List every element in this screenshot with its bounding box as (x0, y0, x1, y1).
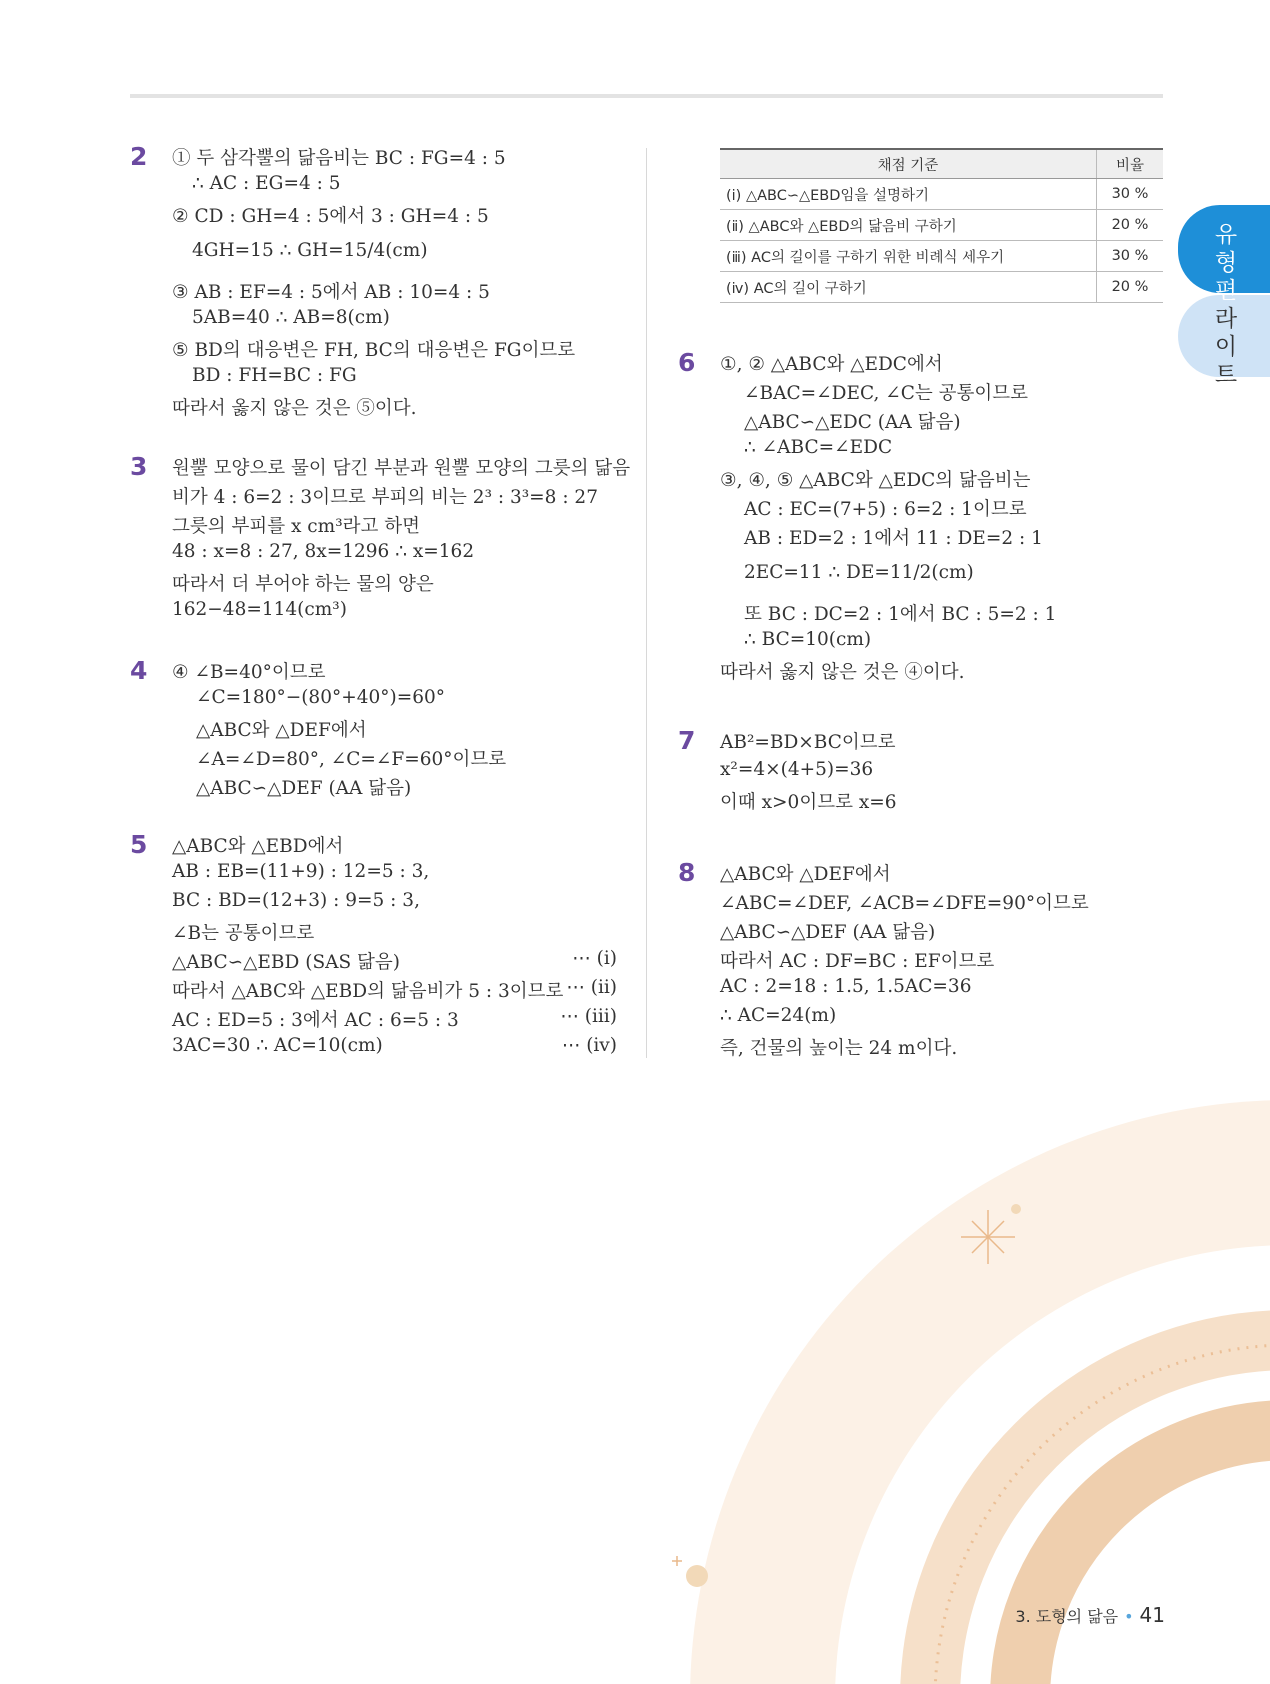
table-row (720, 179, 1163, 210)
solution-line: AB : ED=2 : 1에서 11 : DE=2 : 1 (744, 528, 1043, 549)
table-cell: 30 % (1097, 179, 1164, 210)
solution-line: ③ AB : EF=4 : 5에서 AB : 10=4 : 5 (172, 282, 490, 303)
solution-line: 따라서 더 부어야 하는 물의 양은 (172, 574, 434, 595)
dot-separator-icon: • (1124, 1607, 1134, 1626)
solution-line: ∠A=∠D=80°, ∠C=∠F=60°이므로 (196, 749, 507, 770)
solution-line: ∠BAC=∠DEC, ∠C는 공통이므로 (744, 383, 1028, 404)
solution-line: △ABC∽△DEF (AA 닮음) (720, 922, 936, 943)
solution-line: 따라서 △ABC와 △EBD의 닮음비가 5 : 3이므로 (172, 981, 564, 1002)
side-tab-type-label: 유형편 (1214, 222, 1238, 304)
solution-line: 162−48=114(cm³) (172, 599, 347, 620)
table-row (720, 241, 1163, 272)
scoring-table (720, 148, 1163, 303)
solution-line: 원뿔 모양으로 물이 담긴 부분과 원뿔 모양의 그릇의 닮음 (172, 458, 631, 479)
table-cell: (ⅳ) AC의 길이 구하기 (720, 272, 1097, 303)
chapter-title: 3. 도형의 닮음 (1015, 1607, 1119, 1626)
side-tab-lite-label: 라이트 (1214, 306, 1238, 388)
solution-line: 또 BC : DC=2 : 1에서 BC : 5=2 : 1 (744, 604, 1057, 625)
solution-line: ③, ④, ⑤ △ABC와 △EDC의 닮음비는 (720, 470, 1031, 491)
solution-line: 5AB=40 ∴ AB=8(cm) (192, 307, 390, 328)
table-header: 비율 (1097, 149, 1164, 179)
problem-number: 6 (678, 348, 696, 377)
solution-line: △ABC∽△EBD (SAS 닮음) (172, 952, 400, 973)
table-cell: 20 % (1097, 210, 1164, 241)
solution-line: △ABC와 △DEF에서 (196, 720, 367, 741)
solution-line: AC : ED=5 : 3에서 AC : 6=5 : 3 (172, 1010, 459, 1031)
solution-line: ② CD : GH=4 : 5에서 3 : GH=4 : 5 (172, 206, 489, 227)
column-divider (646, 148, 647, 1058)
table-row (720, 272, 1163, 303)
solution-line: 따라서 옳지 않은 것은 ⑤이다. (172, 398, 417, 419)
solution-line: △ABC∽△DEF (AA 닮음) (196, 778, 412, 799)
table-cell: (ⅱ) △ABC와 △EBD의 닮음비 구하기 (720, 210, 1097, 241)
solution-line: 즉, 건물의 높이는 24 m이다. (720, 1038, 958, 1059)
solution-line: 4GH=15 ∴ GH=15/4(cm) (192, 240, 428, 261)
solution-line: ∴ AC=24(m) (720, 1005, 837, 1026)
solution-line: 2EC=11 ∴ DE=11/2(cm) (744, 562, 974, 583)
solution-line: ∠C=180°−(80°+40°)=60° (196, 687, 446, 708)
problem-number: 2 (130, 142, 148, 171)
solution-line: ① 두 삼각뿔의 닮음비는 BC : FG=4 : 5 (172, 148, 506, 169)
problem-number: 7 (678, 726, 696, 755)
solution-line: ⑤ BD의 대응변은 FH, BC의 대응변은 FG이므로 (172, 340, 576, 361)
table-cell: 30 % (1097, 241, 1164, 272)
table-cell: (ⅲ) AC의 길이를 구하기 위한 비례식 세우기 (720, 241, 1097, 272)
solution-line: 3AC=30 ∴ AC=10(cm) (172, 1035, 383, 1056)
solution-line: BC : BD=(12+3) : 9=5 : 3, (172, 890, 420, 911)
solution-line: ④ ∠B=40°이므로 (172, 662, 326, 683)
solution-line: 비가 4 : 6=2 : 3이므로 부피의 비는 2³ : 3³=8 : 27 (172, 487, 598, 508)
solution-line: 따라서 AC : DF=BC : EF이므로 (720, 951, 995, 972)
table-row (720, 210, 1163, 241)
problem-number: 5 (130, 830, 148, 859)
solution-line: AC : EC=(7+5) : 6=2 : 1이므로 (744, 499, 1027, 520)
solution-line: BD : FH=BC : FG (192, 365, 357, 386)
solution-line: x²=4×(4+5)=36 (720, 759, 874, 780)
solution-line: ①, ② △ABC와 △EDC에서 (720, 354, 943, 375)
solution-line: △ABC∽△EDC (AA 닮음) (744, 412, 961, 433)
header-rule (130, 94, 1163, 98)
problem-number: 4 (130, 656, 148, 685)
solution-line: △ABC와 △EBD에서 (172, 836, 344, 857)
problem-number: 3 (130, 452, 148, 481)
solution-line: 따라서 옳지 않은 것은 ④이다. (720, 662, 965, 683)
solution-line: AC : 2=18 : 1.5, 1.5AC=36 (720, 976, 972, 997)
table-header: 채점 기준 (720, 149, 1097, 179)
side-tab-lite[interactable] (1178, 295, 1270, 388)
solution-line: △ABC와 △DEF에서 (720, 864, 891, 885)
solution-line: 이때 x>0이므로 x=6 (720, 792, 897, 813)
solution-line: 48 : x=8 : 27, 8x=1296 ∴ x=162 (172, 541, 475, 562)
solution-line: ∴ BC=10(cm) (744, 629, 872, 650)
solution-line: AB²=BD×BC이므로 (720, 732, 896, 753)
table-cell: 20 % (1097, 272, 1164, 303)
side-tab-type[interactable] (1178, 205, 1270, 304)
solution-line: ∴ AC : EG=4 : 5 (192, 173, 341, 194)
table-header-row (720, 149, 1163, 179)
page-footer (1015, 1603, 1165, 1627)
solution-line: ∠ABC=∠DEF, ∠ACB=∠DFE=90°이므로 (720, 893, 1089, 914)
solution-line: 그릇의 부피를 x cm³라고 하면 (172, 516, 420, 537)
step-mark: ⋯ (ⅳ) (561, 1035, 617, 1056)
solution-line: AB : EB=(11+9) : 12=5 : 3, (172, 861, 430, 882)
step-mark: ⋯ (ⅰ) (572, 948, 617, 969)
step-mark: ⋯ (ⅲ) (560, 1006, 617, 1027)
step-mark: ⋯ (ⅱ) (566, 977, 617, 998)
solution-line: ∴ ∠ABC=∠EDC (744, 437, 893, 458)
problem-number: 8 (678, 858, 696, 887)
solution-line: ∠B는 공통이므로 (172, 923, 315, 944)
page-number: 41 (1139, 1603, 1165, 1627)
table-cell: (ⅰ) △ABC∽△EBD임을 설명하기 (720, 179, 1097, 210)
